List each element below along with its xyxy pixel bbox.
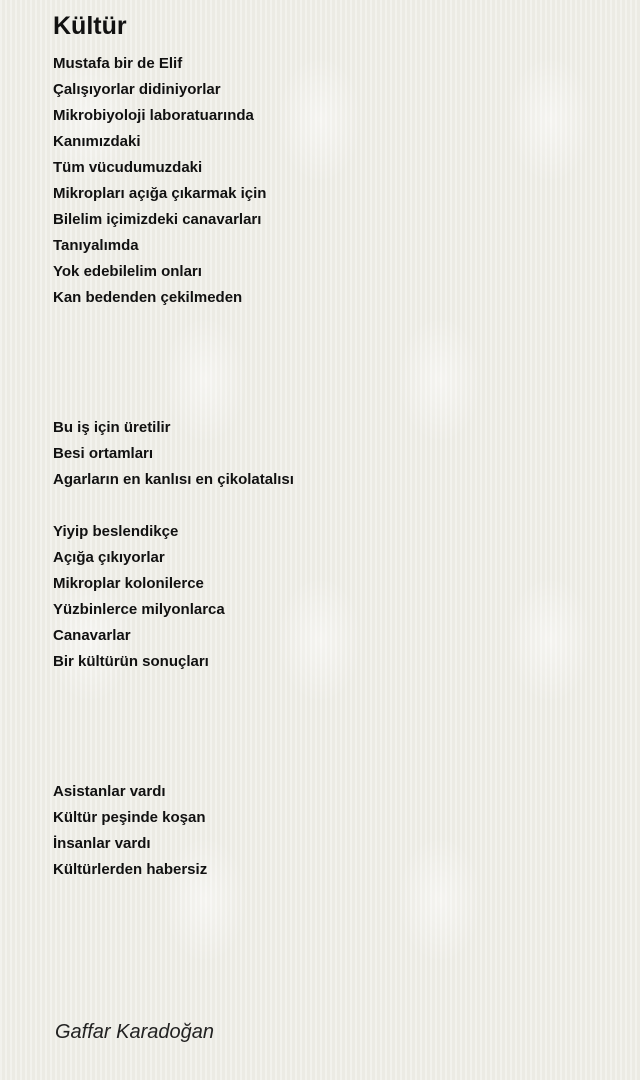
poem-line: Bu iş için üretilir: [53, 419, 171, 436]
poem-line: Mikrobiyoloji laboratuarında: [53, 107, 254, 124]
poem-line: Açığa çıkıyorlar: [53, 549, 165, 566]
stanza-gap: [53, 727, 294, 753]
poem-title: Kültür: [53, 12, 127, 40]
poem-line: Kültürlerden habersiz: [53, 861, 208, 878]
poem-line: Agarların en kanlısı en çikolatalısı: [53, 471, 294, 488]
poem-line: Mikropları açığa çıkarmak için: [53, 185, 267, 202]
poem-body: [53, 51, 294, 883]
poem-line: Mustafa bir de Elif: [53, 55, 183, 72]
poem-line: Kan bedenden çekilmeden: [53, 289, 243, 306]
stanza-gap: [53, 753, 294, 779]
stanza-gap: [53, 493, 294, 519]
poem-line: Bir kültürün sonuçları: [53, 653, 209, 670]
stanza-gap: [53, 701, 294, 727]
poem-line: Kanımızdaki: [53, 133, 141, 150]
poem-line: Tanıyalımda: [53, 237, 139, 254]
poem-line: İnsanlar vardı: [53, 835, 151, 852]
stanza-gap: [53, 675, 294, 701]
poem-line: Mikroplar kolonilerce: [53, 575, 204, 592]
stanza-gap: [53, 337, 294, 363]
poem-author: Gaffar Karadoğan: [55, 1021, 214, 1043]
poem-line: Asistanlar vardı: [53, 783, 166, 800]
poem-line: Tüm vücudumuzdaki: [53, 159, 203, 176]
poem-line: Besi ortamları: [53, 445, 154, 462]
stanza-gap: [53, 363, 294, 389]
poem-line: Yiyip beslendikçe: [53, 523, 179, 540]
stanza-gap: [53, 389, 294, 415]
poem-line: Yüzbinlerce milyonlarca: [53, 601, 225, 618]
stanza-gap: [53, 311, 294, 337]
poem-line: Kültür peşinde koşan: [53, 809, 206, 826]
poem-line: Canavarlar: [53, 627, 131, 644]
poem-line: Çalışıyorlar didiniyorlar: [53, 81, 221, 98]
poem-line: Yok edebilelim onları: [53, 263, 202, 280]
poem-line: Bilelim içimizdeki canavarları: [53, 211, 262, 228]
